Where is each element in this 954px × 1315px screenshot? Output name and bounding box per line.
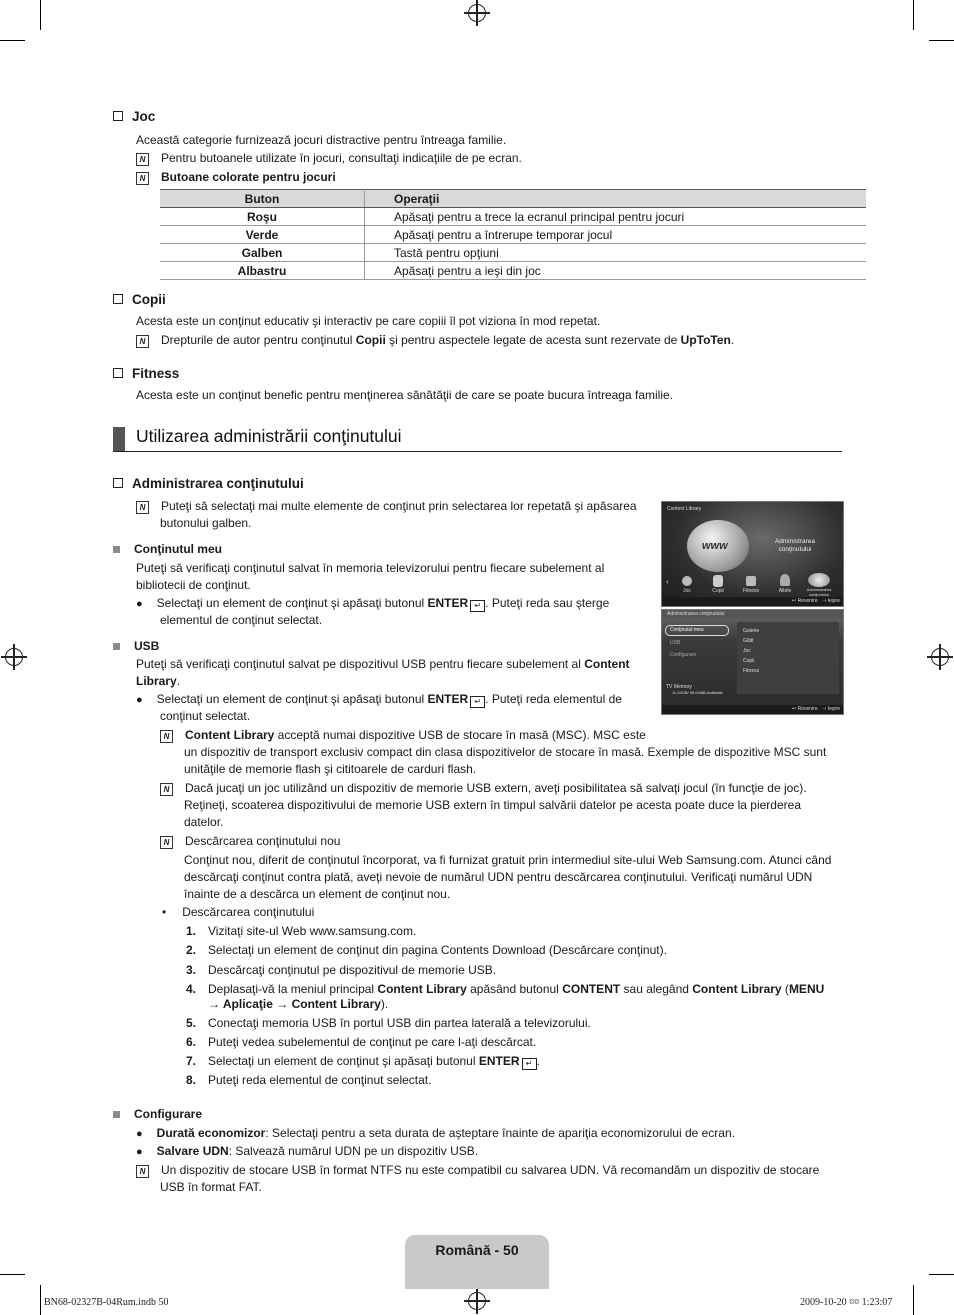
usb-note-3-l3: înainte de a descărca un element de conţinut nou.: [184, 887, 451, 901]
screen-header: Content Library: [667, 506, 702, 512]
return-hint: ↩ Revenire: [792, 706, 818, 712]
note-icon: N: [160, 730, 173, 743]
content-admin-screenshot: [661, 609, 844, 715]
square-bullet-icon: [113, 643, 120, 650]
left-arrow-icon: ‹: [666, 577, 669, 586]
crop-mark: [929, 40, 954, 41]
icon-label: Joc: [683, 588, 691, 594]
icon-label: Administrarea conţinutului: [806, 587, 832, 597]
tv-memory-label: TV Memory: [666, 684, 692, 690]
registration-mark-icon: [468, 4, 486, 22]
table-cell: Roşu: [160, 208, 365, 226]
fitness-category-icon: [746, 576, 756, 586]
fitness-desc: Acesta este un conţinut benefic pentru menţinerea sănătăţii de care se poate bucura întreaga familie.: [136, 388, 673, 402]
screen-header: Administrarea conţinutului: [667, 611, 725, 617]
screen-title-l1: Administrarea: [774, 538, 816, 545]
step-4-cont: → Aplicaţie → Content Library).: [208, 997, 389, 1011]
checkbox-bullet-icon: [113, 294, 123, 304]
admin-heading: Administrarea conţinutului: [113, 476, 304, 491]
exit-hint: ⊣ Ieşire: [822, 706, 840, 712]
table-row: [160, 208, 866, 226]
meu-line-2: bibliotecii de conţinut.: [136, 578, 251, 592]
other-category-icon: [780, 574, 790, 586]
table-row: [160, 226, 866, 244]
table-cell: Verde: [160, 226, 365, 244]
table-header-cell: Buton: [160, 190, 365, 208]
usb-note-3-l1: Conţinut nou, diferit de conţinutul încorporat, va fi furnizat gratuit prin intermediul site-ului Web Samsung.com. Atunci când: [184, 853, 832, 867]
copii-desc: Acesta este un conţinut educativ şi interactiv pe care copiii îl pot viziona în mod repetat.: [136, 314, 601, 328]
usb-note-3-l2: descărcaţi conţinut contra plată, aveţi nevoie de numărul UDN pentru descărcarea conţinutului. Verificaţi numărul UDN: [184, 870, 813, 884]
bullet-icon: ●: [136, 598, 143, 610]
crop-mark: [913, 1285, 914, 1315]
list-item: Galerie: [743, 628, 760, 634]
section-title: Utilizarea administrării conţinutului: [136, 426, 402, 446]
table-cell: Apăsaţi pentru a trece la ecranul principal pentru jocuri: [365, 208, 867, 226]
cfg-bullet-2: ● Salvare UDN: Salvează numărul UDN pe un dispozitiv USB.: [136, 1144, 479, 1158]
table-cell: Galben: [160, 244, 365, 262]
list-item: Joc: [743, 648, 751, 654]
joc-note-1: N Pentru butoanele utilizate în jocuri, consultaţi indicaţiile de pe ecran.: [136, 150, 522, 167]
square-bullet-icon: [113, 546, 120, 553]
print-timestamp: 2009-10-20 ¤¤ 1:23:07: [800, 1297, 893, 1308]
usb-line-2: Library.: [136, 674, 181, 688]
content-library-screenshot: [661, 501, 844, 607]
meu-bullet-cont: elementul de conţinut selectat.: [160, 613, 323, 627]
copii-note: N Drepturile de autor pentru conţinutul Copii şi pentru aspectele legate de acesta sunt rezervate de UpToTen.: [136, 332, 734, 349]
note-icon: N: [136, 1165, 149, 1178]
usb-bullet-cont: conţinut selectat.: [160, 709, 251, 723]
usb-heading: USB: [113, 638, 159, 655]
note-icon: N: [136, 153, 149, 166]
usb-note-3: N Descărcarea conţinutului nou: [160, 833, 340, 850]
menu-item-usb: USB: [670, 640, 681, 646]
copii-heading: Copii: [113, 292, 166, 307]
note-icon: N: [160, 836, 173, 849]
enter-icon: ↵: [522, 1058, 537, 1070]
checkbox-bullet-icon: [113, 111, 123, 121]
enter-icon: ↵: [470, 600, 485, 612]
meu-line-1: Puteţi să verificaţi conţinutul salvat în memoria televizorului pentru fiecare subelement al: [136, 561, 605, 575]
crop-mark: [929, 1274, 954, 1275]
table-header-row: [160, 190, 866, 208]
crop-mark: [0, 40, 25, 41]
admin-note: N Puteţi să selectaţi mai multe elemente de conţinut prin selectarea lor repetată şi apăsarea: [136, 498, 637, 515]
table-cell: Apăsaţi pentru a ieşi din joc: [365, 262, 867, 280]
section-bar: [113, 427, 125, 451]
crop-mark: [913, 0, 914, 30]
checkbox-bullet-icon: [113, 368, 123, 378]
menu-item-config: Configurare: [670, 652, 697, 658]
crop-mark: [0, 1274, 25, 1275]
menu-item-my-content: Conţinutul meu: [670, 627, 704, 633]
registration-mark-icon: [5, 648, 23, 666]
content-admin-icon: [808, 573, 830, 587]
note-icon: N: [160, 783, 173, 796]
usb-note-2-l3: datelor.: [184, 815, 224, 829]
www-logo-icon: www: [702, 540, 728, 552]
game-category-icon: [682, 576, 692, 586]
admin-note-cont: butonului galben.: [160, 516, 252, 530]
memory-free-label: 11.94GB/ 98.00MB Available: [672, 690, 723, 695]
list-item: Gătit: [743, 638, 754, 644]
game-buttons-table: [160, 189, 866, 280]
enter-icon: ↵: [470, 696, 485, 708]
usb-note-1-l2: un dispozitiv de transport exclusiv compact din clasa dispozitivelor de stocare în masă. Exemple de dispozitive MSC sunt: [184, 745, 827, 759]
table-cell: Albastru: [160, 262, 365, 280]
usb-line-1: Puteţi să verificaţi conţinutul salvat pe dispozitivul USB pentru fiecare subelement al Content: [136, 657, 630, 671]
cfg-bullet-1: ● Durată economizor: Selectaţi pentru a seta durata de aşteptare înainte de apariţia economizorului de ecran.: [136, 1126, 735, 1140]
page-number: Română - 50: [435, 1242, 519, 1258]
bullet-icon: ●: [136, 1146, 143, 1158]
usb-note-1: N Content Library acceptă numai dispozitive USB de stocare în masă (MSC). MSC este: [160, 727, 646, 744]
cfg-note-cont: USB în format FAT.: [160, 1180, 262, 1194]
checkbox-bullet-icon: [113, 478, 123, 488]
icon-label: Altele: [778, 588, 792, 594]
icon-label: Fitness: [742, 588, 760, 594]
fitness-heading: Fitness: [113, 366, 179, 381]
table-cell: Apăsaţi pentru a întrerupe temporar jocul: [365, 226, 867, 244]
list-item: Copii: [743, 658, 755, 664]
meu-heading: Conţinutul meu: [113, 541, 222, 558]
joc-note-2: N Butoane colorate pentru jocuri: [136, 169, 336, 186]
download-heading: • Descărcarea conţinutului: [162, 905, 315, 919]
bullet-icon: ●: [136, 694, 143, 706]
registration-mark-icon: [468, 1292, 486, 1310]
usb-note-2-l2: Reţineţi, scoaterea dispozitivului de memorie USB extern în timpul salvării datelor pe acesta poate duce la pierderea: [184, 798, 801, 812]
icon-label: Copii: [712, 588, 724, 594]
meu-bullet: ● Selectaţi un element de conţinut şi apăsaţi butonul ENTER ↵ . Puteţi reda sau şterge: [136, 596, 610, 610]
exit-hint: ⊣ Ieşire: [822, 598, 840, 604]
list-item: Fitness: [743, 668, 760, 674]
joc-heading: Joc: [113, 109, 155, 124]
bullet-icon: ●: [136, 1128, 143, 1140]
cfg-note: N Un dispozitiv de stocare USB în format NTFS nu este compatibil cu salvarea UDN. Vă recomandăm un dispozitiv de stocare: [136, 1162, 819, 1179]
note-icon: N: [136, 172, 149, 185]
table-header-cell: Operaţii: [365, 190, 867, 208]
crop-mark: [40, 1285, 41, 1315]
dot-bullet-icon: •: [162, 905, 167, 919]
section-underline: [113, 451, 842, 452]
crop-mark: [40, 0, 41, 30]
usb-bullet: ● Selectaţi un element de conţinut şi apăsaţi butonul ENTER ↵ . Puteţi reda elementul de: [136, 692, 622, 706]
table-row: [160, 244, 866, 262]
print-filename: BN68-02327B-04Rum.indb 50: [44, 1297, 169, 1308]
cfg-heading: Configurare: [113, 1106, 202, 1123]
return-hint: ↩ Revenire: [792, 598, 818, 604]
usb-note-1-l3: unităţile de memorie flash şi cititoarele de carduri flash.: [184, 762, 477, 776]
note-icon: N: [136, 335, 149, 348]
table-row: [160, 262, 866, 280]
note-icon: N: [136, 501, 149, 514]
registration-mark-icon: [931, 648, 949, 666]
screen-title-l2: conţinutului: [778, 546, 812, 553]
table-cell: Tastă pentru opţiuni: [365, 244, 867, 262]
kids-category-icon: [713, 575, 723, 587]
square-bullet-icon: [113, 1111, 120, 1118]
joc-desc: Această categorie furnizează jocuri distractive pentru întreaga familie.: [136, 133, 507, 147]
usb-note-2: N Dacă jucaţi un joc utilizând un dispozitiv de memorie USB extern, aveţi posibilitatea să salvaţi jocul (în funcţie de joc).: [160, 780, 807, 797]
